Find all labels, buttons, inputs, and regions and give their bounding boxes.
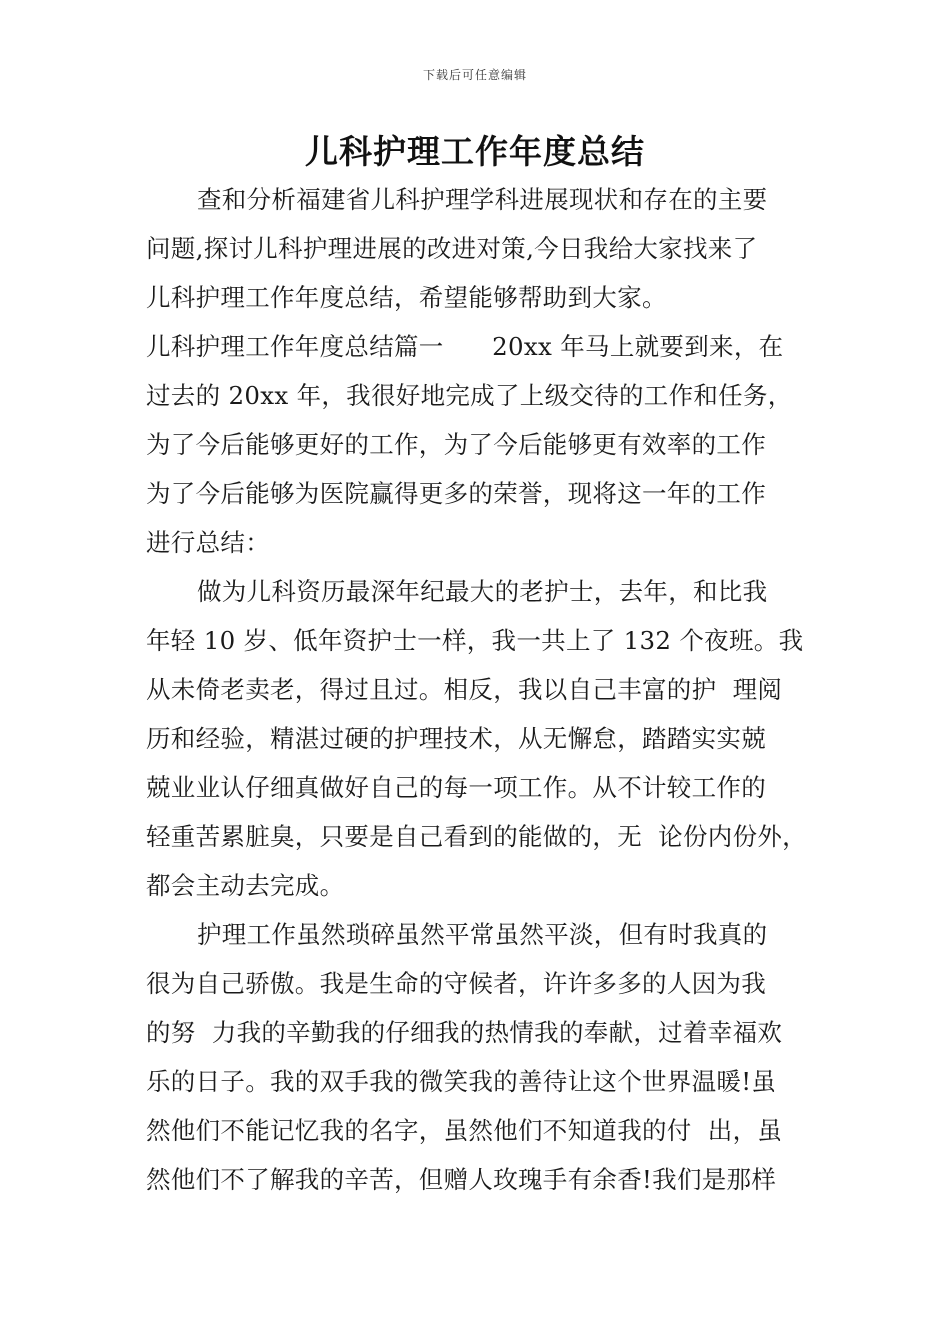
text-line: 为了今后能够更好的工作，为了今后能够更有效率的工作 xyxy=(146,430,766,459)
paragraph-section-one xyxy=(146,322,826,567)
text-line: 的努 力我的辛勤我的仔细我的热情我的奉献，过着幸福欢 xyxy=(146,1018,783,1047)
text-line: 做为儿科资历最深年纪最大的老护士，去年，和比我 xyxy=(197,577,768,606)
text-line: 查和分析福建省儿科护理学科进展现状和存在的主要 xyxy=(197,185,768,214)
document-body xyxy=(146,175,826,1204)
document-title: 儿科护理工作年度总结 xyxy=(305,132,645,171)
text-line: 为了今后能够为医院赢得更多的荣誉，现将这一年的工作 xyxy=(146,479,766,508)
text-line: 进行总结： xyxy=(146,528,270,557)
text-line: 过去的 20xx 年，我很好地完成了上级交待的工作和任务， xyxy=(146,381,793,410)
text-line: 儿科护理工作年度总结篇一 20xx 年马上就要到来，在 xyxy=(146,332,784,361)
text-line: 年轻 10 岁、低年资护士一样，我一共上了 132 个夜班。我 xyxy=(146,626,804,655)
text-line: 乐的日子。我的双手我的微笑我的善待让这个世界温暖!虽 xyxy=(146,1067,777,1096)
text-line: 从未倚老卖老，得过且过。相反，我以自己丰富的护 理阅 xyxy=(146,675,783,704)
text-line: 护理工作虽然琐碎虽然平常虽然平淡，但有时我真的 xyxy=(197,920,768,949)
text-line: 问题,探讨儿科护理进展的改进对策,今日我给大家找来了 xyxy=(146,234,758,263)
text-line: 都会主动去完成。 xyxy=(146,871,345,900)
paragraph-intro xyxy=(146,175,826,322)
text-line: 轻重苦累脏臭，只要是自己看到的能做的，无 论份内份外， xyxy=(146,822,807,851)
text-line: 兢业业认仔细真做好自己的每一项工作。从不计较工作的 xyxy=(146,773,766,802)
text-line: 儿科护理工作年度总结，希望能够帮助到大家。 xyxy=(146,283,667,312)
text-line: 很为自己骄傲。我是生命的守候者，许许多多的人因为我 xyxy=(146,969,766,998)
text-line: 然他们不能记忆我的名字，虽然他们不知道我的付 出，虽 xyxy=(146,1116,783,1145)
paragraph-experience xyxy=(146,567,826,910)
text-line: 然他们不了解我的辛苦，但赠人玫瑰手有余香!我们是那样 xyxy=(146,1165,777,1194)
header-note: 下载后可任意编辑 xyxy=(422,68,527,82)
paragraph-pride xyxy=(146,910,826,1204)
text-line: 历和经验，精湛过硬的护理技术，从无懈怠，踏踏实实兢 xyxy=(146,724,766,753)
